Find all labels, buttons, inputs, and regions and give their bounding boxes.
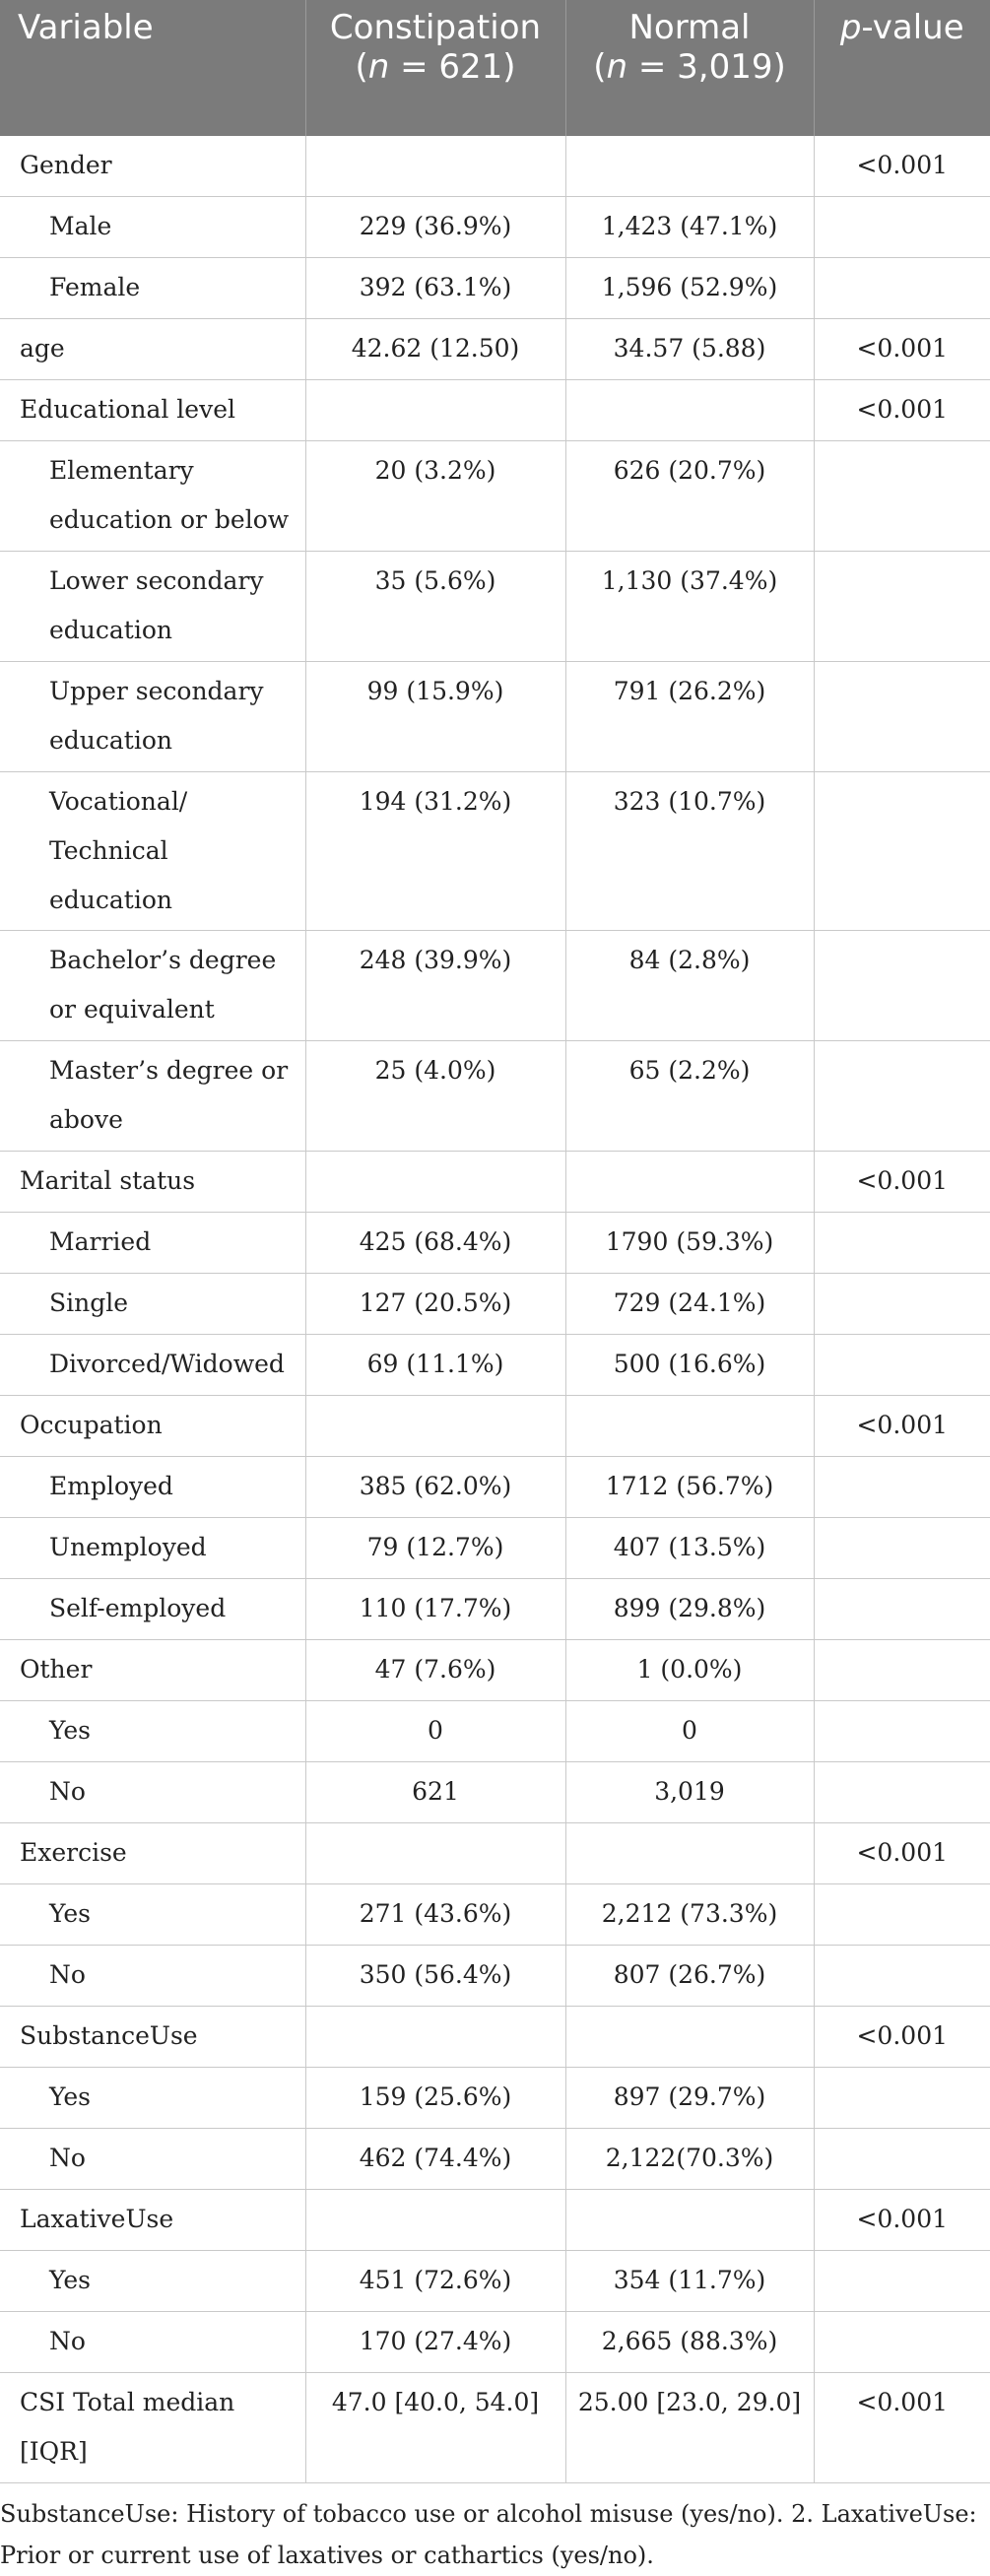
cell-constipation: 47.0 [40.0, 54.0]: [305, 2373, 565, 2483]
table-row: [0, 2129, 990, 2190]
row-label: No: [0, 2129, 305, 2190]
row-label: CSI Total median [IQR]: [0, 2373, 305, 2483]
cell-constipation: [305, 380, 565, 441]
table-row: [0, 1396, 990, 1457]
row-label: Yes: [0, 1884, 305, 1946]
cell-constipation: 385 (62.0%): [305, 1457, 565, 1518]
cell-pvalue: <0.001: [814, 2190, 990, 2251]
cell-normal: 407 (13.5%): [565, 1518, 814, 1579]
cell-pvalue: [814, 1041, 990, 1152]
cell-constipation: 20 (3.2%): [305, 441, 565, 552]
cell-constipation: 0: [305, 1701, 565, 1762]
table-row: [0, 1640, 990, 1701]
cell-pvalue: <0.001: [814, 380, 990, 441]
row-label: Single: [0, 1274, 305, 1335]
cell-constipation: [305, 1823, 565, 1884]
table-row: [0, 1457, 990, 1518]
cell-constipation: 392 (63.1%): [305, 258, 565, 319]
cell-constipation: [305, 2007, 565, 2068]
row-label: Married: [0, 1213, 305, 1274]
table-row: [0, 2251, 990, 2312]
cell-constipation: 79 (12.7%): [305, 1518, 565, 1579]
row-label: SubstanceUse: [0, 2007, 305, 2068]
cell-pvalue: <0.001: [814, 2007, 990, 2068]
cell-normal: 84 (2.8%): [565, 931, 814, 1041]
table-row: [0, 1884, 990, 1946]
table-header: [0, 0, 990, 136]
cell-constipation: 451 (72.6%): [305, 2251, 565, 2312]
table-row: [0, 136, 990, 197]
row-label: Other: [0, 1640, 305, 1701]
cell-normal: [565, 1823, 814, 1884]
cell-constipation: [305, 1396, 565, 1457]
row-label: No: [0, 1946, 305, 2007]
table-row: [0, 552, 990, 662]
cell-pvalue: [814, 2312, 990, 2373]
cell-pvalue: [814, 662, 990, 772]
cell-normal: 1712 (56.7%): [565, 1457, 814, 1518]
cell-pvalue: [814, 2251, 990, 2312]
cell-pvalue: [814, 1335, 990, 1396]
row-label: Male: [0, 197, 305, 258]
cell-pvalue: <0.001: [814, 1396, 990, 1457]
cell-pvalue: [814, 197, 990, 258]
row-label: No: [0, 1762, 305, 1823]
cell-pvalue: [814, 1213, 990, 1274]
cell-pvalue: [814, 1640, 990, 1701]
table-row: [0, 1213, 990, 1274]
cell-normal: 1790 (59.3%): [565, 1213, 814, 1274]
cell-pvalue: [814, 1518, 990, 1579]
row-label: Exercise: [0, 1823, 305, 1884]
table-row: [0, 1579, 990, 1640]
cell-pvalue: [814, 931, 990, 1041]
cell-constipation: 194 (31.2%): [305, 772, 565, 931]
cell-pvalue: <0.001: [814, 136, 990, 197]
cell-constipation: 35 (5.6%): [305, 552, 565, 662]
cell-pvalue: [814, 258, 990, 319]
table-row: [0, 2312, 990, 2373]
cell-pvalue: [814, 1579, 990, 1640]
cell-pvalue: [814, 1946, 990, 2007]
table-row: [0, 258, 990, 319]
table-row: [0, 441, 990, 552]
table-row: [0, 1701, 990, 1762]
cell-normal: [565, 1396, 814, 1457]
cell-normal: 500 (16.6%): [565, 1335, 814, 1396]
table-row: [0, 662, 990, 772]
cell-normal: 354 (11.7%): [565, 2251, 814, 2312]
row-label: Occupation: [0, 1396, 305, 1457]
row-label: Yes: [0, 2251, 305, 2312]
cell-constipation: 42.62 (12.50): [305, 319, 565, 380]
table-row: [0, 1335, 990, 1396]
cell-constipation: 159 (25.6%): [305, 2068, 565, 2129]
table-row: [0, 197, 990, 258]
row-label: Elementary education or below: [0, 441, 305, 552]
cell-pvalue: [814, 2129, 990, 2190]
cell-pvalue: [814, 1457, 990, 1518]
cell-normal: 3,019: [565, 1762, 814, 1823]
cell-pvalue: [814, 552, 990, 662]
cell-pvalue: [814, 441, 990, 552]
table-row: [0, 380, 990, 441]
header-normal: Normal (n = 3,019): [565, 0, 814, 136]
table-row: [0, 772, 990, 931]
cell-normal: 65 (2.2%): [565, 1041, 814, 1152]
row-label: Divorced/Widowed: [0, 1335, 305, 1396]
table-row: [0, 1152, 990, 1213]
cell-normal: 1,596 (52.9%): [565, 258, 814, 319]
table-row: [0, 931, 990, 1041]
cell-normal: 1,130 (37.4%): [565, 552, 814, 662]
cell-normal: [565, 2190, 814, 2251]
cell-normal: 626 (20.7%): [565, 441, 814, 552]
header-variable: Variable: [0, 0, 305, 136]
cell-pvalue: <0.001: [814, 319, 990, 380]
cell-normal: 25.00 [23.0, 29.0]: [565, 2373, 814, 2483]
row-label: Bachelor’s degree or equivalent: [0, 931, 305, 1041]
cell-constipation: 69 (11.1%): [305, 1335, 565, 1396]
table-footnote: SubstanceUse: History of tobacco use or alcohol misuse (yes/no). 2. LaxativeUse: Prior or current use of laxatives or cathartics (yes/no).: [0, 2500, 977, 2569]
row-label: Gender: [0, 136, 305, 197]
table-row: [0, 1274, 990, 1335]
row-label: Marital status: [0, 1152, 305, 1213]
cell-normal: [565, 136, 814, 197]
cell-constipation: 170 (27.4%): [305, 2312, 565, 2373]
cell-normal: [565, 380, 814, 441]
cell-constipation: [305, 136, 565, 197]
cell-pvalue: [814, 1701, 990, 1762]
table-row: [0, 2190, 990, 2251]
row-label: Yes: [0, 1701, 305, 1762]
table-row: [0, 1823, 990, 1884]
cell-normal: 897 (29.7%): [565, 2068, 814, 2129]
cell-constipation: 110 (17.7%): [305, 1579, 565, 1640]
cell-constipation: 229 (36.9%): [305, 197, 565, 258]
cell-constipation: 425 (68.4%): [305, 1213, 565, 1274]
cell-normal: 729 (24.1%): [565, 1274, 814, 1335]
table-row: [0, 1518, 990, 1579]
cell-pvalue: [814, 2068, 990, 2129]
cell-normal: 1 (0.0%): [565, 1640, 814, 1701]
table-body: [0, 136, 990, 2483]
header-constipation-label: Constipation: [329, 8, 542, 47]
cell-constipation: 271 (43.6%): [305, 1884, 565, 1946]
table-row: [0, 1946, 990, 2007]
row-label: LaxativeUse: [0, 2190, 305, 2251]
header-constipation: Constipation (n = 621): [305, 0, 565, 136]
row-label: Employed: [0, 1457, 305, 1518]
table-row: [0, 1041, 990, 1152]
cell-pvalue: [814, 772, 990, 931]
cell-pvalue: [814, 1762, 990, 1823]
cell-normal: 899 (29.8%): [565, 1579, 814, 1640]
cell-constipation: 248 (39.9%): [305, 931, 565, 1041]
header-normal-label: Normal: [628, 8, 751, 47]
row-label: Unemployed: [0, 1518, 305, 1579]
cell-pvalue: <0.001: [814, 1152, 990, 1213]
cell-constipation: 25 (4.0%): [305, 1041, 565, 1152]
cell-constipation: 47 (7.6%): [305, 1640, 565, 1701]
cell-constipation: 350 (56.4%): [305, 1946, 565, 2007]
row-label: Lower secondary education: [0, 552, 305, 662]
table-row: [0, 2007, 990, 2068]
cell-normal: 791 (26.2%): [565, 662, 814, 772]
row-label: Upper secondary education: [0, 662, 305, 772]
row-label: Educational level: [0, 380, 305, 441]
row-label: Self-employed: [0, 1579, 305, 1640]
table-row: [0, 1762, 990, 1823]
cell-normal: 1,423 (47.1%): [565, 197, 814, 258]
cell-normal: 2,212 (73.3%): [565, 1884, 814, 1946]
cell-pvalue: [814, 1884, 990, 1946]
row-label: Master’s degree or above: [0, 1041, 305, 1152]
cell-pvalue: <0.001: [814, 1823, 990, 1884]
row-label: age: [0, 319, 305, 380]
row-label: Vocational/ Technical education: [0, 772, 305, 931]
cell-constipation: [305, 2190, 565, 2251]
cell-normal: 34.57 (5.88): [565, 319, 814, 380]
cell-normal: 323 (10.7%): [565, 772, 814, 931]
row-label: No: [0, 2312, 305, 2373]
cell-pvalue: <0.001: [814, 2373, 990, 2483]
cell-constipation: 621: [305, 1762, 565, 1823]
row-label: Female: [0, 258, 305, 319]
cell-constipation: 99 (15.9%): [305, 662, 565, 772]
cell-constipation: [305, 1152, 565, 1213]
table-row: [0, 2068, 990, 2129]
cell-normal: 2,122(70.3%): [565, 2129, 814, 2190]
header-pvalue: p-value: [814, 0, 990, 136]
table-row: [0, 2373, 990, 2483]
row-label: Yes: [0, 2068, 305, 2129]
table-row: [0, 319, 990, 380]
cell-normal: 2,665 (88.3%): [565, 2312, 814, 2373]
cell-normal: [565, 1152, 814, 1213]
cell-constipation: 127 (20.5%): [305, 1274, 565, 1335]
cell-normal: [565, 2007, 814, 2068]
cell-normal: 807 (26.7%): [565, 1946, 814, 2007]
cell-normal: 0: [565, 1701, 814, 1762]
cell-pvalue: [814, 1274, 990, 1335]
cell-constipation: 462 (74.4%): [305, 2129, 565, 2190]
